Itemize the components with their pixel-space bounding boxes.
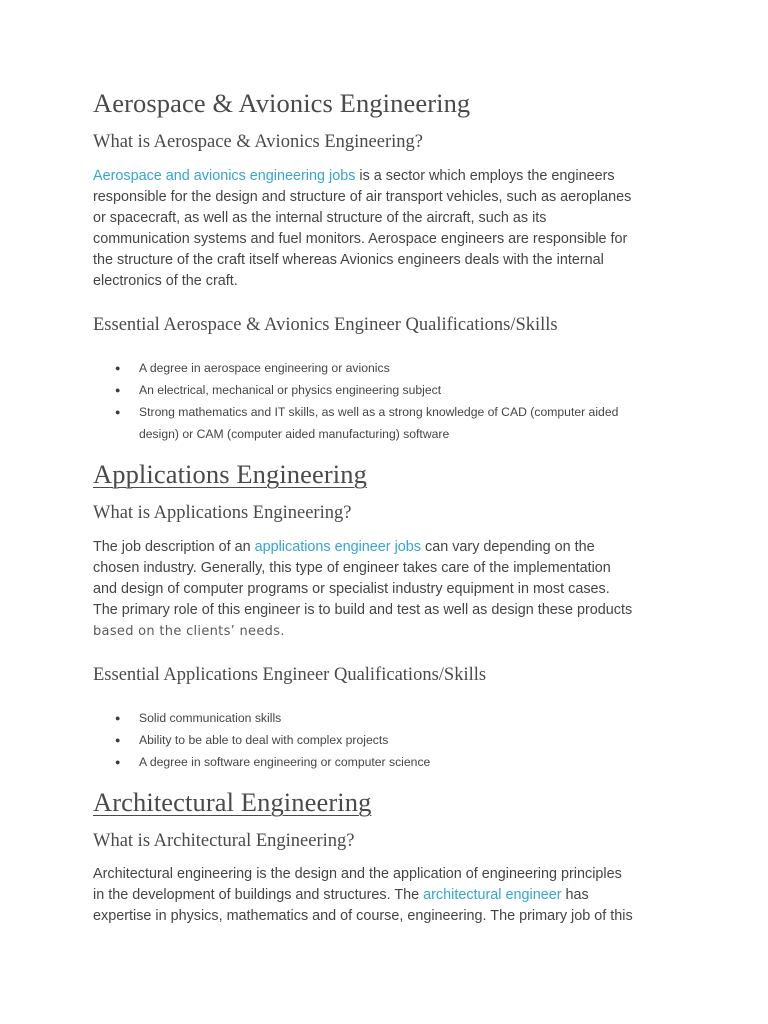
list-item: ● Solid communication skills (93, 707, 430, 729)
bullet-icon: ● (115, 735, 121, 745)
bullet-icon: ● (115, 407, 121, 417)
section-architectural-description (93, 864, 683, 927)
section-aerospace-skills-title (93, 313, 558, 337)
list-item: ● Ability to be able to deal with complex projects (93, 729, 430, 751)
bullet-icon: ● (115, 713, 121, 723)
skills-list (93, 357, 618, 445)
section-applications-description (93, 537, 683, 642)
section-title: Aerospace & Avionics Engineering (93, 88, 471, 118)
section-applications-skills (93, 707, 430, 773)
skills-list (93, 707, 430, 773)
section-applications-skills-title (93, 663, 486, 687)
description-paragraph: Architectural engineering is the design and the application of engineering principles in the development of buildings and structures. The architectural engineer has expertise in physics, mathematics and of course, engineering. The primary job of this (93, 866, 633, 924)
section-question: What is Architectural Engineering? (93, 831, 355, 851)
section-applications-question (93, 501, 351, 525)
section-question: What is Aerospace & Avionics Engineering? (93, 132, 423, 152)
section-aerospace-question (93, 130, 423, 154)
applications-jobs-link[interactable]: applications engineer jobs (254, 539, 421, 555)
list-item: ● A degree in software engineering or computer science (93, 751, 430, 773)
skills-heading: Essential Aerospace & Avionics Engineer Qualifications/Skills (93, 315, 558, 335)
list-item: ● Strong mathematics and IT skills, as well as a strong knowledge of CAD (computer aided design) or CAM (computer aided manufacturing) software (93, 401, 618, 445)
section-architectural (93, 785, 371, 819)
section-applications (93, 457, 367, 491)
section-aerospace-description (93, 166, 683, 292)
architectural-engineer-link[interactable]: architectural engineer (423, 887, 562, 903)
bullet-icon: ● (115, 363, 121, 373)
section-architectural-question (93, 829, 354, 853)
aerospace-jobs-link[interactable]: Aerospace and avionics engineering jobs (93, 168, 356, 184)
section-question: What is Applications Engineering? (93, 503, 352, 523)
description-paragraph: Aerospace and avionics engineering jobs is a sector which employs the engineers responsible for the design and structure of air transport vehicles, such as aeroplanes or spacecraft, as well as the internal structure of the aircraft, such as its communication systems and fuel monitors. Aerospace engineers are responsible for the structure of the craft itself whereas Avionics engineers deals with the internal electronics of the craft. (93, 168, 632, 289)
skills-heading: Essential Applications Engineer Qualifications/Skills (93, 665, 487, 685)
list-item: ● A degree in aerospace engineering or avionics (93, 357, 618, 379)
list-item: ● An electrical, mechanical or physics engineering subject (93, 379, 618, 401)
section-aerospace (93, 86, 470, 120)
section-aerospace-skills (93, 357, 618, 445)
description-paragraph: The job description of an applications engineer jobs can vary depending on the chosen industry. Generally, this type of engineer takes care of the implementation and design of computer programs or specialist industry equipment in most cases. The primary role of this engineer is to build and test as well as design these products based on the clients’ needs. (93, 539, 633, 639)
bullet-icon: ● (115, 757, 121, 767)
bullet-icon: ● (115, 385, 121, 395)
section-title: Applications Engineering (93, 459, 367, 489)
section-title: Architectural Engineering (93, 787, 372, 817)
